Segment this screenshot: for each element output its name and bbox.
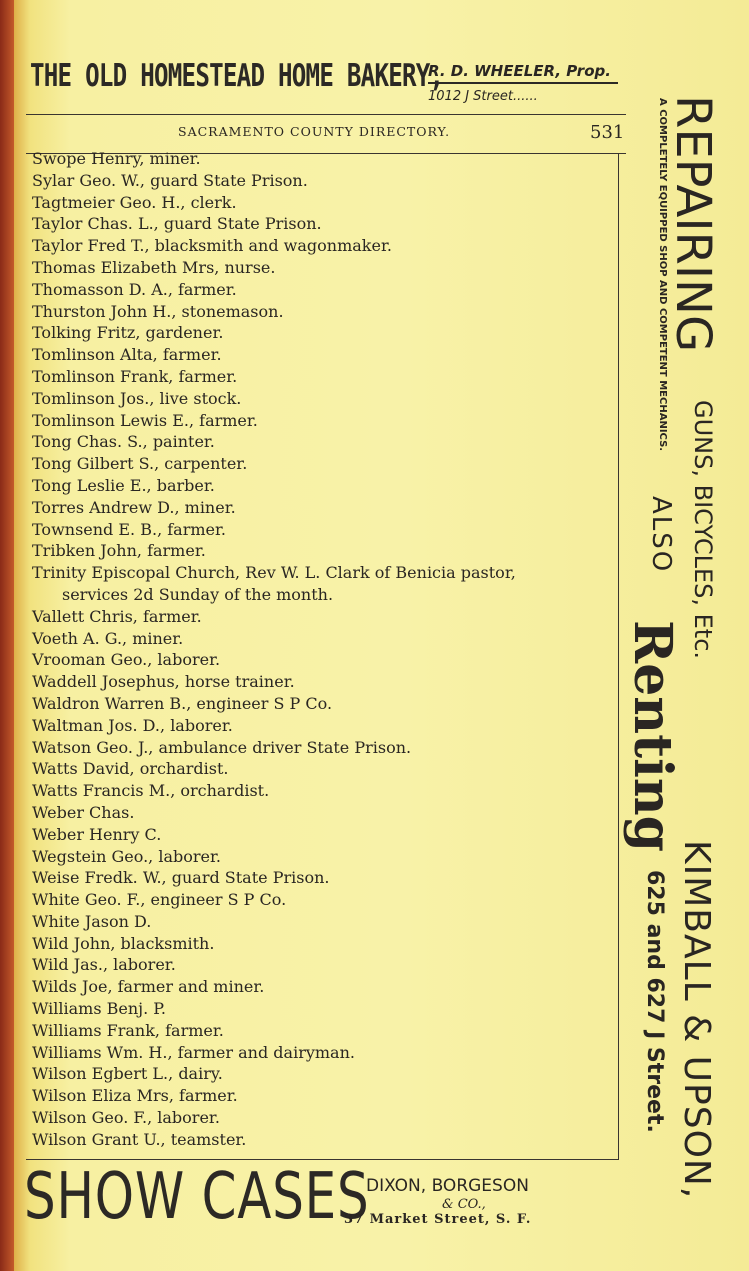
- list-item: Trinity Episcopal Church, Rev W. L. Clark of Benicia pastor,: [32, 563, 516, 583]
- list-item: Williams Wm. H., farmer and dairyman.: [32, 1042, 355, 1062]
- list-item: Tong Leslie E., barber.: [32, 475, 215, 495]
- list-item: Tong Gilbert S., carpenter.: [32, 454, 248, 474]
- list-item: Watts David, orchardist.: [32, 759, 229, 779]
- list-item: Thurston John H., stonemason.: [32, 301, 284, 321]
- kimball-upson-name: KIMBALL & UPSON,: [676, 840, 717, 1200]
- show-cases-headline: SHOW CASES: [24, 1160, 370, 1234]
- list-item: Wild Jas., laborer.: [32, 955, 176, 975]
- list-item: Taylor Fred T., blacksmith and wagonmaker.: [32, 236, 392, 256]
- bakery-advertisement: [30, 58, 620, 108]
- list-item: Tomlinson Jos., live stock.: [32, 388, 242, 408]
- list-item: Thomasson D. A., farmer.: [32, 279, 237, 299]
- repair-items: GUNS, BICYCLES, Etc.: [689, 400, 717, 660]
- bakery-name: THE OLD HOMESTEAD HOME BAKERY,: [30, 58, 444, 94]
- bakery-address: 1012 J Street......: [428, 89, 538, 104]
- list-item: Voeth A. G., miner.: [32, 628, 184, 648]
- list-item: Waldron Warren B., engineer S P Co.: [32, 693, 333, 713]
- list-item: Wilds Joe, farmer and miner.: [32, 977, 265, 997]
- list-item: Wilson Egbert L., dairy.: [32, 1064, 223, 1084]
- list-item: Tomlinson Alta, farmer.: [32, 345, 222, 365]
- advertiser-name: DIXON, BORGESON: [366, 1176, 529, 1196]
- list-item: Wegstein Geo., laborer.: [32, 846, 221, 866]
- list-item: Weise Fredk. W., guard State Prison.: [32, 868, 330, 888]
- advertiser-suffix: & CO.,: [442, 1197, 486, 1212]
- list-item: Taylor Chas. L., guard State Prison.: [32, 214, 322, 234]
- renting-headline: Renting: [622, 620, 683, 853]
- list-item: Williams Benj. P.: [32, 999, 166, 1019]
- list-item: Weber Henry C.: [32, 824, 162, 844]
- list-item: Tomlinson Frank, farmer.: [32, 366, 238, 386]
- list-item: Tribken John, farmer.: [32, 541, 206, 561]
- list-item: Townsend E. B., farmer.: [32, 519, 226, 539]
- repairing-headline: REPAIRING: [665, 95, 721, 353]
- list-item: Vallett Chris, farmer.: [32, 606, 202, 626]
- list-item: Vrooman Geo., laborer.: [32, 650, 221, 670]
- list-item: Sylar Geo. W., guard State Prison.: [32, 170, 308, 190]
- list-item: Torres Andrew D., miner.: [32, 497, 236, 517]
- list-item: Tong Chas. S., painter.: [32, 432, 215, 452]
- running-head-title: SACRAMENTO COUNTY DIRECTORY.: [178, 124, 451, 139]
- list-item: Weber Chas.: [32, 802, 135, 822]
- list-item: Wilson Geo. F., laborer.: [32, 1108, 220, 1128]
- also-label: ALSO: [646, 496, 676, 574]
- list-item: Tolking Fritz, gardener.: [32, 323, 224, 343]
- list-item: Williams Frank, farmer.: [32, 1020, 224, 1040]
- list-item: Wilson Grant U., teamster.: [32, 1129, 247, 1149]
- list-item: Tomlinson Lewis E., farmer.: [32, 410, 258, 430]
- page-number: 531: [590, 122, 625, 143]
- bakery-proprietor: R. D. WHEELER, Prop.: [428, 62, 618, 84]
- list-item: Watts Francis M., orchardist.: [32, 781, 270, 801]
- show-cases-advertisement: [24, 1162, 624, 1242]
- list-item: Tagtmeier Geo. H., clerk.: [32, 192, 237, 212]
- list-item: White Jason D.: [32, 911, 152, 931]
- list-item: Waddell Josephus, horse trainer.: [32, 672, 295, 692]
- list-item: White Geo. F., engineer S P Co.: [32, 890, 287, 910]
- list-item: Wild John, blacksmith.: [32, 933, 215, 953]
- list-item: Thomas Elizabeth Mrs, nurse.: [32, 257, 276, 277]
- list-item-continuation: services 2d Sunday of the month.: [62, 584, 334, 604]
- header-rule: [26, 114, 626, 115]
- binding-edge: [0, 0, 14, 1271]
- list-item: Swope Henry, miner.: [32, 149, 201, 168]
- directory-entries: [32, 148, 620, 1151]
- list-item: Wilson Eliza Mrs, farmer.: [32, 1086, 238, 1106]
- advertiser-address: 37 Market Street, S. F.: [344, 1212, 532, 1227]
- list-item: Watson Geo. J., ambulance driver State Prison.: [32, 737, 412, 757]
- list-item: Waltman Jos. D., laborer.: [32, 715, 233, 735]
- repairing-tagline: A COMPLETELY EQUIPPED SHOP AND COMPETENT MECHANICS.: [657, 98, 668, 452]
- kimball-upson-address: 625 and 627 J Street.: [642, 870, 667, 1133]
